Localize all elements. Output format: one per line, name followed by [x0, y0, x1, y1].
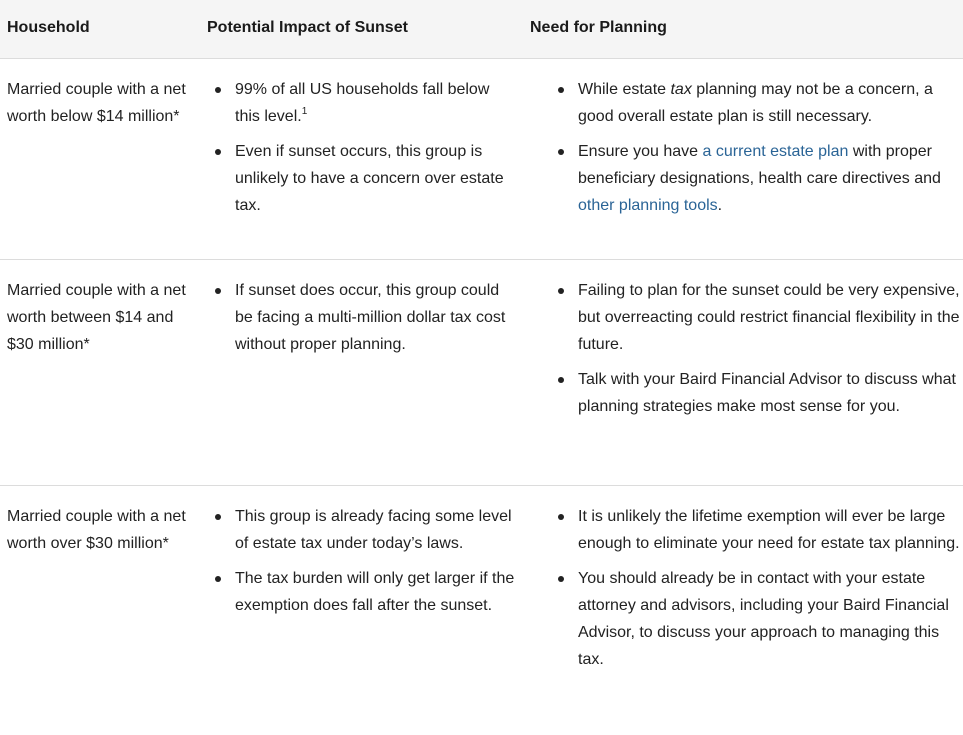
planning-cell: [530, 76, 960, 227]
impact-text: The tax burden will only get larger if the exemption does fall after the sunset.: [235, 570, 515, 614]
bullet-icon: [215, 514, 221, 520]
planning-cell: [530, 503, 960, 681]
table-header: [0, 0, 963, 59]
planning-cell: [530, 277, 960, 428]
bullet-icon: [558, 288, 564, 294]
list-item: [530, 565, 960, 673]
current-estate-plan-link[interactable]: a current estate plan: [702, 143, 849, 160]
bullet-icon: [558, 377, 564, 383]
impact-text: Even if sunset occurs, this group is unlikely to have a concern over estate tax.: [235, 143, 504, 214]
bullet-icon: [215, 87, 221, 93]
list-item: [530, 503, 960, 557]
list-item: [530, 366, 960, 420]
emphasis-text: tax: [670, 81, 692, 98]
header-household: Household: [7, 19, 90, 36]
list-item: [187, 277, 517, 358]
planning-text: It is unlikely the lifetime exemption will ever be large enough to eliminate your need for estate tax planning.: [578, 508, 960, 552]
planning-text: While estate: [578, 81, 671, 98]
bullet-icon: [215, 576, 221, 582]
household-cell: Married couple with a net worth over $30 million*: [7, 508, 186, 552]
impact-text: If sunset does occur, this group could be facing a multi-million dollar tax cost without proper planning.: [235, 282, 506, 353]
footnote-marker: 1: [301, 106, 308, 117]
planning-text: planning may not be a concern, a good overall estate plan is still necessary.: [578, 81, 933, 125]
list-item: [530, 76, 960, 130]
header-planning: Need for Planning: [530, 19, 667, 36]
bullet-icon: [558, 87, 564, 93]
bullet-icon: [558, 149, 564, 155]
impact-cell: [207, 277, 517, 366]
planning-text: with proper beneficiary designations, health care directives and: [578, 143, 941, 187]
impact-cell: [207, 503, 517, 627]
household-cell: Married couple with a net worth below $14 million*: [7, 81, 186, 125]
impact-text: 99% of all US households fall below this level.: [235, 81, 490, 125]
list-item: [187, 565, 517, 619]
list-item: [530, 277, 960, 358]
bullet-icon: [215, 149, 221, 155]
bullet-icon: [558, 576, 564, 582]
planning-text: Talk with your Baird Financial Advisor to discuss what planning strategies make most sense for you.: [578, 371, 956, 415]
bullet-icon: [558, 514, 564, 520]
impact-text: This group is already facing some level of estate tax under today’s laws.: [235, 508, 512, 552]
planning-text: Failing to plan for the sunset could be very expensive, but overreacting could restrict financial flexibility in the future.: [578, 282, 960, 353]
table-row: [0, 486, 963, 735]
bullet-icon: [215, 288, 221, 294]
table-row: [0, 59, 963, 260]
list-item: [187, 76, 517, 130]
list-item: [187, 503, 517, 557]
table-row: [0, 260, 963, 486]
planning-text: You should already be in contact with your estate attorney and advisors, including your Baird Financial Advisor, to discuss your approach to managing this tax.: [578, 570, 949, 668]
household-cell: Married couple with a net worth between $14 and $30 million*: [7, 282, 186, 353]
impact-cell: [207, 76, 517, 227]
other-planning-tools-link[interactable]: other planning tools: [578, 197, 718, 214]
header-impact: Potential Impact of Sunset: [207, 19, 408, 36]
planning-text: Ensure you have: [578, 143, 703, 160]
list-item: [187, 138, 517, 219]
list-item: [530, 138, 960, 219]
planning-text: .: [717, 197, 723, 214]
